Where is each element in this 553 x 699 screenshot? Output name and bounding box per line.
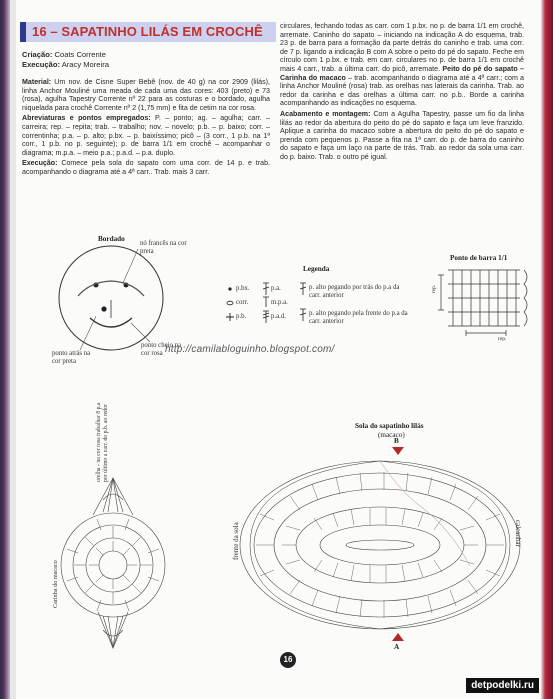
- execution-paragraph: Execução: Comece pela sola do sapato com uma corr. de 14 p. e trab. acompanhando o diagrama até a 4ª carr.. Trab. mais 3 carr.: [22, 159, 270, 176]
- no-frances-label: nó francês na cor preta: [140, 240, 187, 255]
- watermark: detpodelki.ru: [466, 678, 539, 693]
- macaco-title: Carinha do macaco: [52, 560, 59, 608]
- credit-creation: Criação: Coats Corrente: [22, 50, 107, 59]
- sola-title-line2: (macaco): [378, 431, 405, 439]
- legend-symbol-corr: corr.: [236, 299, 249, 306]
- legend-title: Legenda: [303, 265, 330, 273]
- credit-execution: Execução: Aracy Moreira: [22, 60, 109, 69]
- marker-b: B: [394, 437, 399, 445]
- legend-code-pad: p.a.d.: [271, 313, 286, 320]
- legend-code-mpa: m.p.a.: [271, 299, 288, 306]
- legend-symbol-pb: p.b.: [236, 313, 247, 320]
- barra-rep-bottom: rep.: [498, 336, 507, 342]
- macaco-ear-note: orelha - na cor rosa trabalhar 8 p.a por último a carr. do p.b. ao redor: [96, 402, 109, 482]
- legend-desc-front: p. alto pegando pela frente do p.a da carr. anterior: [309, 310, 408, 325]
- material-paragraph: Material: Um nov. de Cisne Super Bebê (nov. de 40 g) na cor 2909 (lilás), linha Anchor Mouliné uma meada de cada uma das cores: 403 (preto) e 73 (rosa), agulha Tapestry Corrente nº 22 para as costuras e o bordado, agulha niquelada para crochê Corrente nº 2 (1,75 mm) e fita de cetim na cor rosa.: [22, 78, 270, 112]
- caninho-paragraph: circulares, fechando todas as carr. com 1 p.bx. no p. de barra 1/1 em crochê, arremate. Caninho do sapato – iniciando na indicação A do esquema, trab. 23 p. de barra para a formação da parte detrás do caninho e trab. uma corr. de 7 p. ligando a indicação B com A sobre o peito do pé do sapato. Feche em círculo com 1 p.bx. e trab. em carr. circulares no p. de barra 1/1 em crochê mais 4 carr., trab. a última carr. do picô, arremate. Peito do pé do sapato – Carinha do macaco – trab. acompanhando o diagrama até a 4ª carr.; com a linha Anchor Mouliné (rosa) trab. as orelhas nas laterais da carinha. Trab. ao redor da carinha e das orelhas a última carr. no p.b.. Borde a carinha acompanhando as indicações no esquema.: [280, 22, 524, 108]
- page-title: 16 – SAPATINHO LILÁS EM CROCHÊ: [32, 24, 263, 39]
- page-number: 16: [280, 652, 296, 668]
- blog-url: http://camilabloguinho.blogspot.com/: [165, 344, 335, 355]
- sola-heel-label: calcanhar: [514, 520, 522, 547]
- ponto-cheio-label: ponto cheio na cor rosa: [141, 342, 182, 357]
- ponto-atras-label: ponto atrás na cor preta: [52, 350, 91, 365]
- marker-a: A: [394, 643, 400, 651]
- marker-a-arrow: [392, 633, 404, 641]
- abbreviations-paragraph: Abreviaturas e pontos empregados: P. – ponto; ag. – agulha; carr. – carreira; rep. – repita; trab. – trabalho; nov. – novelo; p.b. – p. baixo; corr. – correntinha; p.a. – p. alto; p.bx. – p. baixíssimo; picô – (3 corr., 1 p.b. na 1ª corr., 1 p.b. no p. seguinte); p. de barra 1/1 em crochê – acompanhar o diagrama; m.p.a. – meio p.a.; p.a.d. – p.a. duplo.: [22, 114, 270, 157]
- legend-code-pa: p.a.: [271, 285, 281, 292]
- barra-rep-left: rep.: [431, 284, 438, 294]
- legend-symbol-pbx: p.bx.: [236, 285, 250, 292]
- bordado-title: Bordado: [98, 235, 125, 243]
- sola-title-line1: Sola do sapatinho lilás: [355, 422, 424, 430]
- legend-desc-back: p. alto pegando por trás do p.a da carr. anterior: [309, 284, 400, 299]
- marker-b-arrow: [392, 447, 404, 455]
- barra-title: Ponto de barra 1/1: [450, 254, 508, 262]
- assembly-paragraph: Acabamento e montagem: Com a Agulha Tapestry, passe um fio da linha lilás ao redor da abertura do peito do pé do sapato e faça um leve franzido. Aplique a carinha do macaco sobre a abertura do peito do pé do sapato e prenda com pequenos p. Passe a fita na 1ª carr. do p. de barra do caninho do sapato e faça um laço na parte de trás. Trab. ao redor da sola uma carr. do p. baixo. Trab. o outro pé igual.: [280, 109, 524, 161]
- sola-front-label: frente da sola: [232, 522, 240, 560]
